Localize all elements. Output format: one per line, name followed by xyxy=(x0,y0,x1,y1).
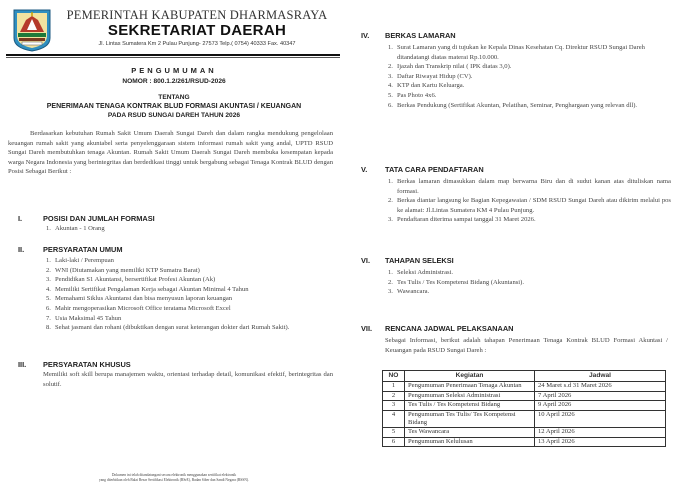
cell-no: 4 xyxy=(383,410,405,428)
table-row xyxy=(383,401,666,410)
list-item: 5. Memahami Siklus Akuntansi dan bisa menyusun laporan keuangan xyxy=(46,295,233,303)
section-4-list xyxy=(388,43,671,110)
section-5-number: V. xyxy=(361,165,368,174)
list-item: 8. Sehat jasmani dan rohani (dibuktikan dengan surat keterangan dokter dari Rumah Sakit). xyxy=(46,324,290,332)
list-item: 2. Tes Tulis / Tes Kompetensi Bidang (Akuntansi). xyxy=(388,278,524,286)
section-2-list xyxy=(46,256,326,333)
list-item: 1. Surat Lamaran yang di tujukan ke Kepala Dinas Kesehatan Cq. Direktur RSUD Sungai Dareh ditandatangi diatas materai Rp.10.000. xyxy=(388,44,645,61)
column-header-date: Jadwal xyxy=(535,371,666,382)
list-item: 4. Memiliki Sertifikat Pengalaman Kerja sebagai Akuntan Minimal 4 Tahun xyxy=(46,285,249,293)
cell-date: 13 April 2026 xyxy=(535,437,666,446)
letterhead xyxy=(10,6,340,54)
section-2-number: II. xyxy=(18,245,25,254)
table-header-row xyxy=(383,371,666,382)
cell-activity: Pengumuman Tes Tulis/ Tes Kompetensi Bidang xyxy=(405,410,535,428)
list-item: 1. Seleksi Administrasi. xyxy=(388,269,454,276)
list-item: 2. WNI (Diutamakan yang memiliki KTP Sumatra Barat) xyxy=(46,266,200,274)
list-item: 3. Wawancara. xyxy=(388,288,430,296)
footer-line-2: yang diterbitkan oleh Balai Besar Sertifikasi Elektronik (BSrE), Badan Siber dan Sandi Negara (BSSN). xyxy=(98,478,249,482)
announcement-about-label: TENTANG xyxy=(158,94,190,101)
table-row xyxy=(383,437,666,446)
section-1-title: POSISI DAN JUMLAH FORMASI xyxy=(43,214,155,223)
announcement-number: NOMOR : 800.1.2/261/RSUD-2026 xyxy=(122,78,226,85)
section-3-number: III. xyxy=(18,360,27,369)
cell-no: 5 xyxy=(383,428,405,437)
cell-no: 1 xyxy=(383,382,405,391)
government-name: PEMERINTAH KABUPATEN DHARMASRAYA xyxy=(66,8,328,22)
section-7-title: RENCANA JADWAL PELAKSANAAN xyxy=(385,324,514,333)
regency-coat-of-arms-icon xyxy=(12,8,52,52)
cell-date: 24 Maret s.d 31 Maret 2026 xyxy=(535,382,666,391)
table-row xyxy=(383,428,666,437)
intro-paragraph: Berdasarkan kebutuhan Rumah Sakit Umum Daerah Sungai Dareh dan dalam rangka mendukung pengelolaan keuangan rumah sakit yang akuntabel serta penyelenggaraan sistem informasi rumah sakit yang andal, UPTD RSUD Sungai Dareh membutuhkan tenaga Akuntan. Rumah Sakit Umum Daerah Sungai Dareh membuka kesempatan kepada warga Negara Indonesia yang berintegritas dan berdedikasi tinggi untuk bergabung sebagai Tenaga Kontrak BLUD dengan Posisi Sebagai Berikut : xyxy=(8,130,333,176)
letterhead-divider xyxy=(6,54,340,56)
cell-date: 9 April 2026 xyxy=(535,401,666,410)
list-item: 1. Akuntan - 1 Orang xyxy=(46,225,105,232)
section-1-list xyxy=(46,224,336,234)
department-name: SEKRETARIAT DAERAH xyxy=(107,22,287,39)
cell-activity: Tes Wawancara xyxy=(405,428,535,437)
section-3-body: Memiliki soft skill berupa manajemen waktu, orientasi terhadap detail, komunikasi efektif, berintegritas dan solutif. xyxy=(43,371,333,388)
letterhead-divider-thin xyxy=(6,57,340,58)
list-item: 4. KTP dan Kartu Keluarga. xyxy=(388,82,465,90)
list-item: 6. Berkas Pendukung (Sertifikat Akuntan, Pelatihan, Seminar, Penghargaan yang relevan dll). xyxy=(388,101,638,109)
list-item: 7. Usia Maksimal 45 Tahun xyxy=(46,314,122,322)
letterhead-text xyxy=(62,8,332,49)
list-item: 3. Pendaftaran diterima sampai tanggal 31 Maret 2026. xyxy=(388,216,536,224)
schedule-table xyxy=(382,370,666,447)
cell-no: 2 xyxy=(383,391,405,400)
footer-line-1: Dokumen ini telah ditandatangani secara elektronik menggunakan sertifikat elektronik xyxy=(111,473,237,477)
list-item: 5. Pas Photo 4x6. xyxy=(388,91,437,99)
cell-no: 6 xyxy=(383,437,405,446)
section-5-title: TATA CARA PENDAFTARAN xyxy=(385,165,484,174)
cell-no: 3 xyxy=(383,401,405,410)
table-row xyxy=(383,382,666,391)
list-item: 6. Mahir mengoperasikan Microsoft Office teratama Microsoft Excel xyxy=(46,304,231,312)
announcement-title-line1: PENERIMAAN TENAGA KONTRAK BLUD FORMASI AKUNTASI / KEUANGAN xyxy=(46,103,302,110)
cell-activity: Tes Tulis / Tes Kompetensi Bidang xyxy=(405,401,535,410)
list-item: 1. Laki-laki / Perempuan xyxy=(46,257,114,264)
list-item: 2. Ijazah dan Transkrip nilai ( IPK diatas 3,0). xyxy=(388,63,512,71)
section-6-title: TAHAPAN SELEKSI xyxy=(385,256,454,265)
column-header-activity: Kegiatan xyxy=(405,371,535,382)
list-item: 2. Berkas diantar langsung ke Bagian Kepegawaian / SDM RSUD Sungai Dareh atau dikirim melalui pos ke alamat: Jl.Lintas Sumatera KM 4 Pulau Punjung. xyxy=(388,197,671,214)
cell-activity: Pengumuman Penerimaan Tenaga Akuntan xyxy=(405,382,535,391)
section-5-list xyxy=(388,177,671,225)
section-4-title: BERKAS LAMARAN xyxy=(385,31,456,40)
section-6-number: VI. xyxy=(361,256,371,265)
announcement-title-line2: PADA RSUD SUNGAI DAREH TAHUN 2026 xyxy=(107,112,241,119)
cell-date: 7 April 2026 xyxy=(535,391,666,400)
cell-activity: Pengumuman Kelulusan xyxy=(405,437,535,446)
column-header-no: NO xyxy=(383,371,405,382)
office-address: Jl. Lintas Sumatera Km 2 Pulau Punjung- 27573 Telp.( 0754) 40333 Fax. 40347 xyxy=(98,41,296,47)
section-7-body: Sebagai Informasi, berikut adalah tahapan Penerimaan Tenaga Kontrak BLUD Formasi Akuntasi / Keuangan pada RSUD Sungai Dareh : xyxy=(385,337,668,354)
e-signature-footer xyxy=(0,473,348,483)
cell-date: 12 April 2026 xyxy=(535,428,666,437)
section-6-list xyxy=(388,268,671,297)
table-row xyxy=(383,410,666,428)
cell-activity: Pengumuman Seleksi Administrasi xyxy=(405,391,535,400)
section-2-title: PERSYARATAN UMUM xyxy=(43,245,123,254)
table-row xyxy=(383,391,666,400)
cell-date: 10 April 2026 xyxy=(535,410,666,428)
announcement-heading: PENGUMUMAN xyxy=(131,66,217,75)
section-7-number: VII. xyxy=(361,324,373,333)
section-3-title: PERSYARATAN KHUSUS xyxy=(43,360,131,369)
section-4-number: IV. xyxy=(361,31,370,40)
list-item: 3. Pendidikan S1 Akuntansi, bersertifikat Profesi Akuntan (Ak) xyxy=(46,276,216,284)
list-item: 1. Berkas lamaran dimasukkan dalam map berwarna Biru dan di sudut kanan atas dituliskan nama formasi. xyxy=(388,178,671,195)
section-1-number: I. xyxy=(18,214,23,223)
list-item: 3. Daftar Riwayat Hidup (CV). xyxy=(388,72,473,80)
